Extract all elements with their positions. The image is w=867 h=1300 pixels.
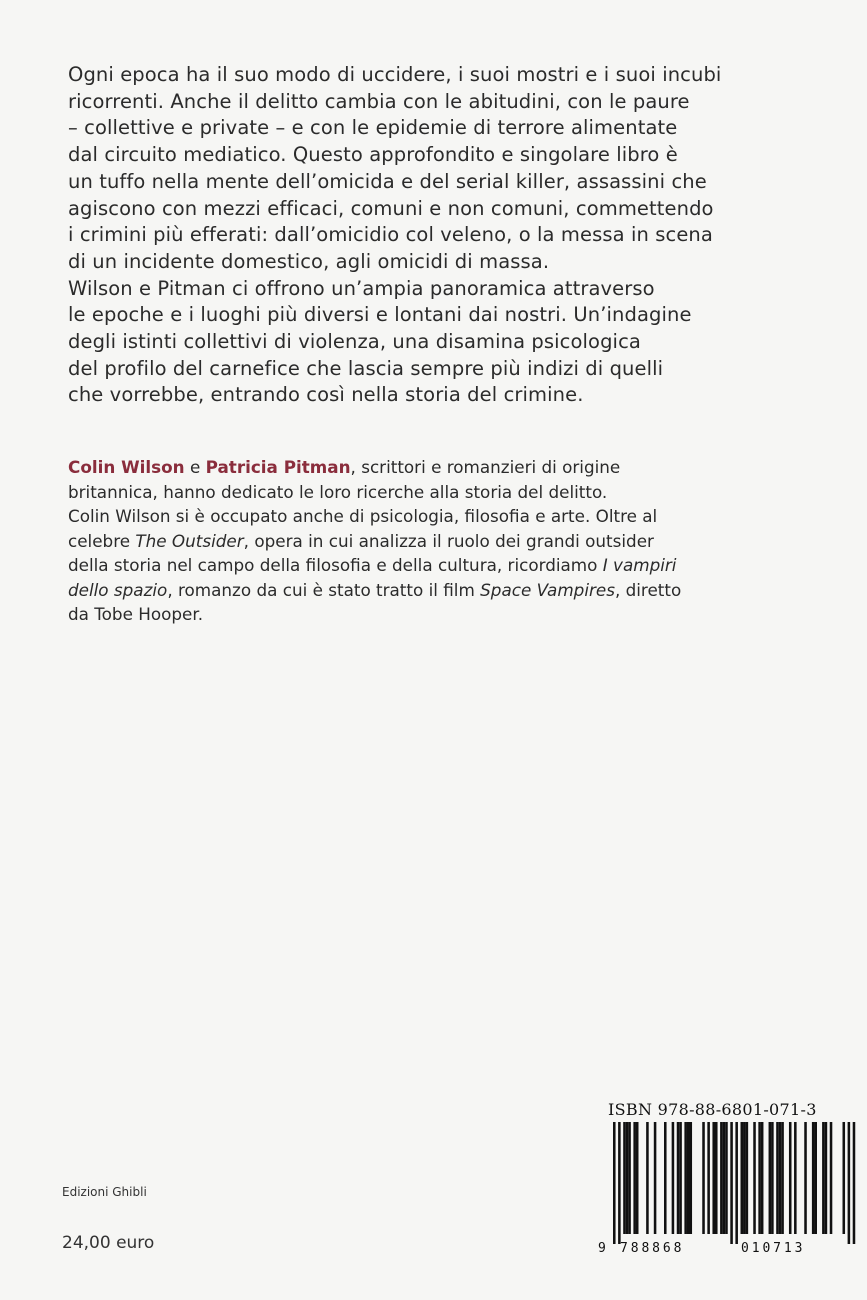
- blurb-line: – collettive e private – e con le epidemie di terrore alimentate: [68, 116, 678, 140]
- blurb-line: agiscono con mezzi efficaci, comuni e non comuni, commettendo: [68, 196, 714, 220]
- isbn-barcode: [598, 1122, 863, 1257]
- author-name-patricia-pitman: Patricia Pitman: [205, 457, 351, 477]
- barcode-bar: [720, 1122, 723, 1234]
- barcode-bar: [636, 1122, 639, 1234]
- barcode-bar: [654, 1122, 657, 1234]
- back-cover-blurb: [68, 62, 808, 409]
- barcode-bar: [618, 1122, 621, 1244]
- barcode-bar: [776, 1122, 779, 1234]
- barcode-bar: [758, 1122, 761, 1234]
- barcode-bar: [712, 1122, 715, 1234]
- barcode-bar: [848, 1122, 851, 1244]
- bio-text: celebre: [68, 530, 136, 551]
- barcode-bar: [743, 1122, 746, 1234]
- barcode-bar: [613, 1122, 616, 1244]
- bio-text: , romanzo da cui è stato tratto il film: [167, 579, 481, 600]
- bio-conjunction: e: [184, 457, 206, 477]
- book-title-i-vampiri: I vampiri: [602, 555, 677, 575]
- barcode-bar: [702, 1122, 705, 1234]
- barcode-bar: [672, 1122, 675, 1234]
- barcode-bar: [830, 1122, 833, 1234]
- barcode-bar: [771, 1122, 774, 1234]
- blurb-line: le epoche e i luoghi più diversi e lontani dai nostri. Un’indagine: [68, 303, 692, 327]
- blurb-line: ricorrenti. Anche il delitto cambia con le abitudini, con le paure: [68, 89, 690, 113]
- barcode-digit-first: 9: [598, 1241, 606, 1256]
- barcode-bar: [664, 1122, 667, 1234]
- barcode-bar: [646, 1122, 649, 1234]
- barcode-bar: [822, 1122, 825, 1234]
- blurb-line: dal circuito mediatico. Questo approfondito e singolare libro è: [68, 143, 678, 167]
- barcode-bar: [769, 1122, 772, 1234]
- barcode-bar: [735, 1122, 738, 1244]
- bio-text: , opera in cui analizza il ruolo dei grandi outsider: [243, 530, 654, 551]
- barcode-bars: [613, 1122, 855, 1244]
- barcode-bar: [825, 1122, 828, 1234]
- author-name-colin-wilson: Colin Wilson: [68, 457, 185, 477]
- barcode-bar: [723, 1122, 726, 1234]
- blurb-line: che vorrebbe, entrando così nella storia del crimine.: [68, 383, 584, 407]
- barcode-bar: [707, 1122, 710, 1234]
- blurb-line: Ogni epoca ha il suo modo di uccidere, i suoi mostri e i suoi incubi: [68, 63, 722, 86]
- bio-text: , scrittori e romanzieri di origine: [350, 457, 621, 477]
- barcode-bar: [779, 1122, 782, 1234]
- barcode-bar: [789, 1122, 792, 1234]
- bio-line: britannica, hanno dedicato le loro ricerche alla storia del delitto.: [68, 481, 608, 502]
- barcode-bar: [626, 1122, 629, 1234]
- barcode-bar: [623, 1122, 626, 1234]
- bio-line: Colin Wilson si è occupato anche di psicologia, filosofia e arte. Oltre al: [68, 506, 658, 526]
- bio-line: [68, 553, 828, 578]
- publisher-name: Edizioni Ghibli: [62, 1185, 147, 1199]
- blurb-line: di un incidente domestico, agli omicidi di massa.: [68, 249, 550, 273]
- author-bio: [68, 455, 828, 627]
- bio-line: [68, 529, 828, 554]
- barcode-bar: [781, 1122, 784, 1234]
- barcode-bar: [633, 1122, 636, 1234]
- book-title-dello-spazio: dello spazio: [68, 579, 168, 600]
- blurb-line: degli istinti collettivi di violenza, una disamina psicologica: [68, 330, 641, 354]
- bio-line: [68, 578, 828, 603]
- blurb-line: del profilo del carnefice che lascia sempre più indizi di quelli: [68, 356, 664, 380]
- barcode-digits-left: 788868: [620, 1241, 685, 1256]
- bio-line: [68, 455, 828, 480]
- barcode-digits-right: 010713: [741, 1241, 806, 1256]
- barcode-bar: [677, 1122, 680, 1234]
- film-title-space-vampires: Space Vampires: [480, 579, 615, 600]
- barcode-bar: [746, 1122, 749, 1234]
- blurb-line: Wilson e Pitman ci offrono un’ampia panoramica attraverso: [68, 276, 655, 300]
- barcode-bar: [794, 1122, 797, 1234]
- barcode-bar: [730, 1122, 733, 1244]
- barcode-bar: [761, 1122, 764, 1234]
- barcode-bar: [753, 1122, 756, 1234]
- bio-line: da Tobe Hooper.: [68, 604, 204, 624]
- barcode-bar: [690, 1122, 693, 1234]
- barcode-bar: [843, 1122, 846, 1234]
- barcode-bar: [812, 1122, 815, 1234]
- barcode-bar: [853, 1122, 856, 1244]
- isbn-label: ISBN 978-88-6801-071-3: [608, 1100, 817, 1119]
- barcode-bar: [741, 1122, 744, 1234]
- barcode-bar: [814, 1122, 817, 1234]
- barcode-bar: [628, 1122, 631, 1234]
- blurb-line: i crimini più efferati: dall’omicidio col veleno, o la messa in scena: [68, 223, 713, 247]
- barcode-bar: [679, 1122, 682, 1234]
- book-title-the-outsider: The Outsider: [135, 530, 244, 551]
- bio-text: , diretto: [614, 579, 682, 600]
- barcode-bar: [684, 1122, 687, 1234]
- blurb-line: un tuffo nella mente dell’omicida e del serial killer, assassini che: [68, 169, 707, 193]
- barcode-bar: [804, 1122, 807, 1234]
- barcode-bar: [725, 1122, 728, 1234]
- price: 24,00 euro: [62, 1233, 155, 1253]
- barcode-bar: [715, 1122, 718, 1234]
- barcode-bar: [687, 1122, 690, 1234]
- bio-text: della storia nel campo della filosofia e della cultura, ricordiamo: [68, 555, 603, 575]
